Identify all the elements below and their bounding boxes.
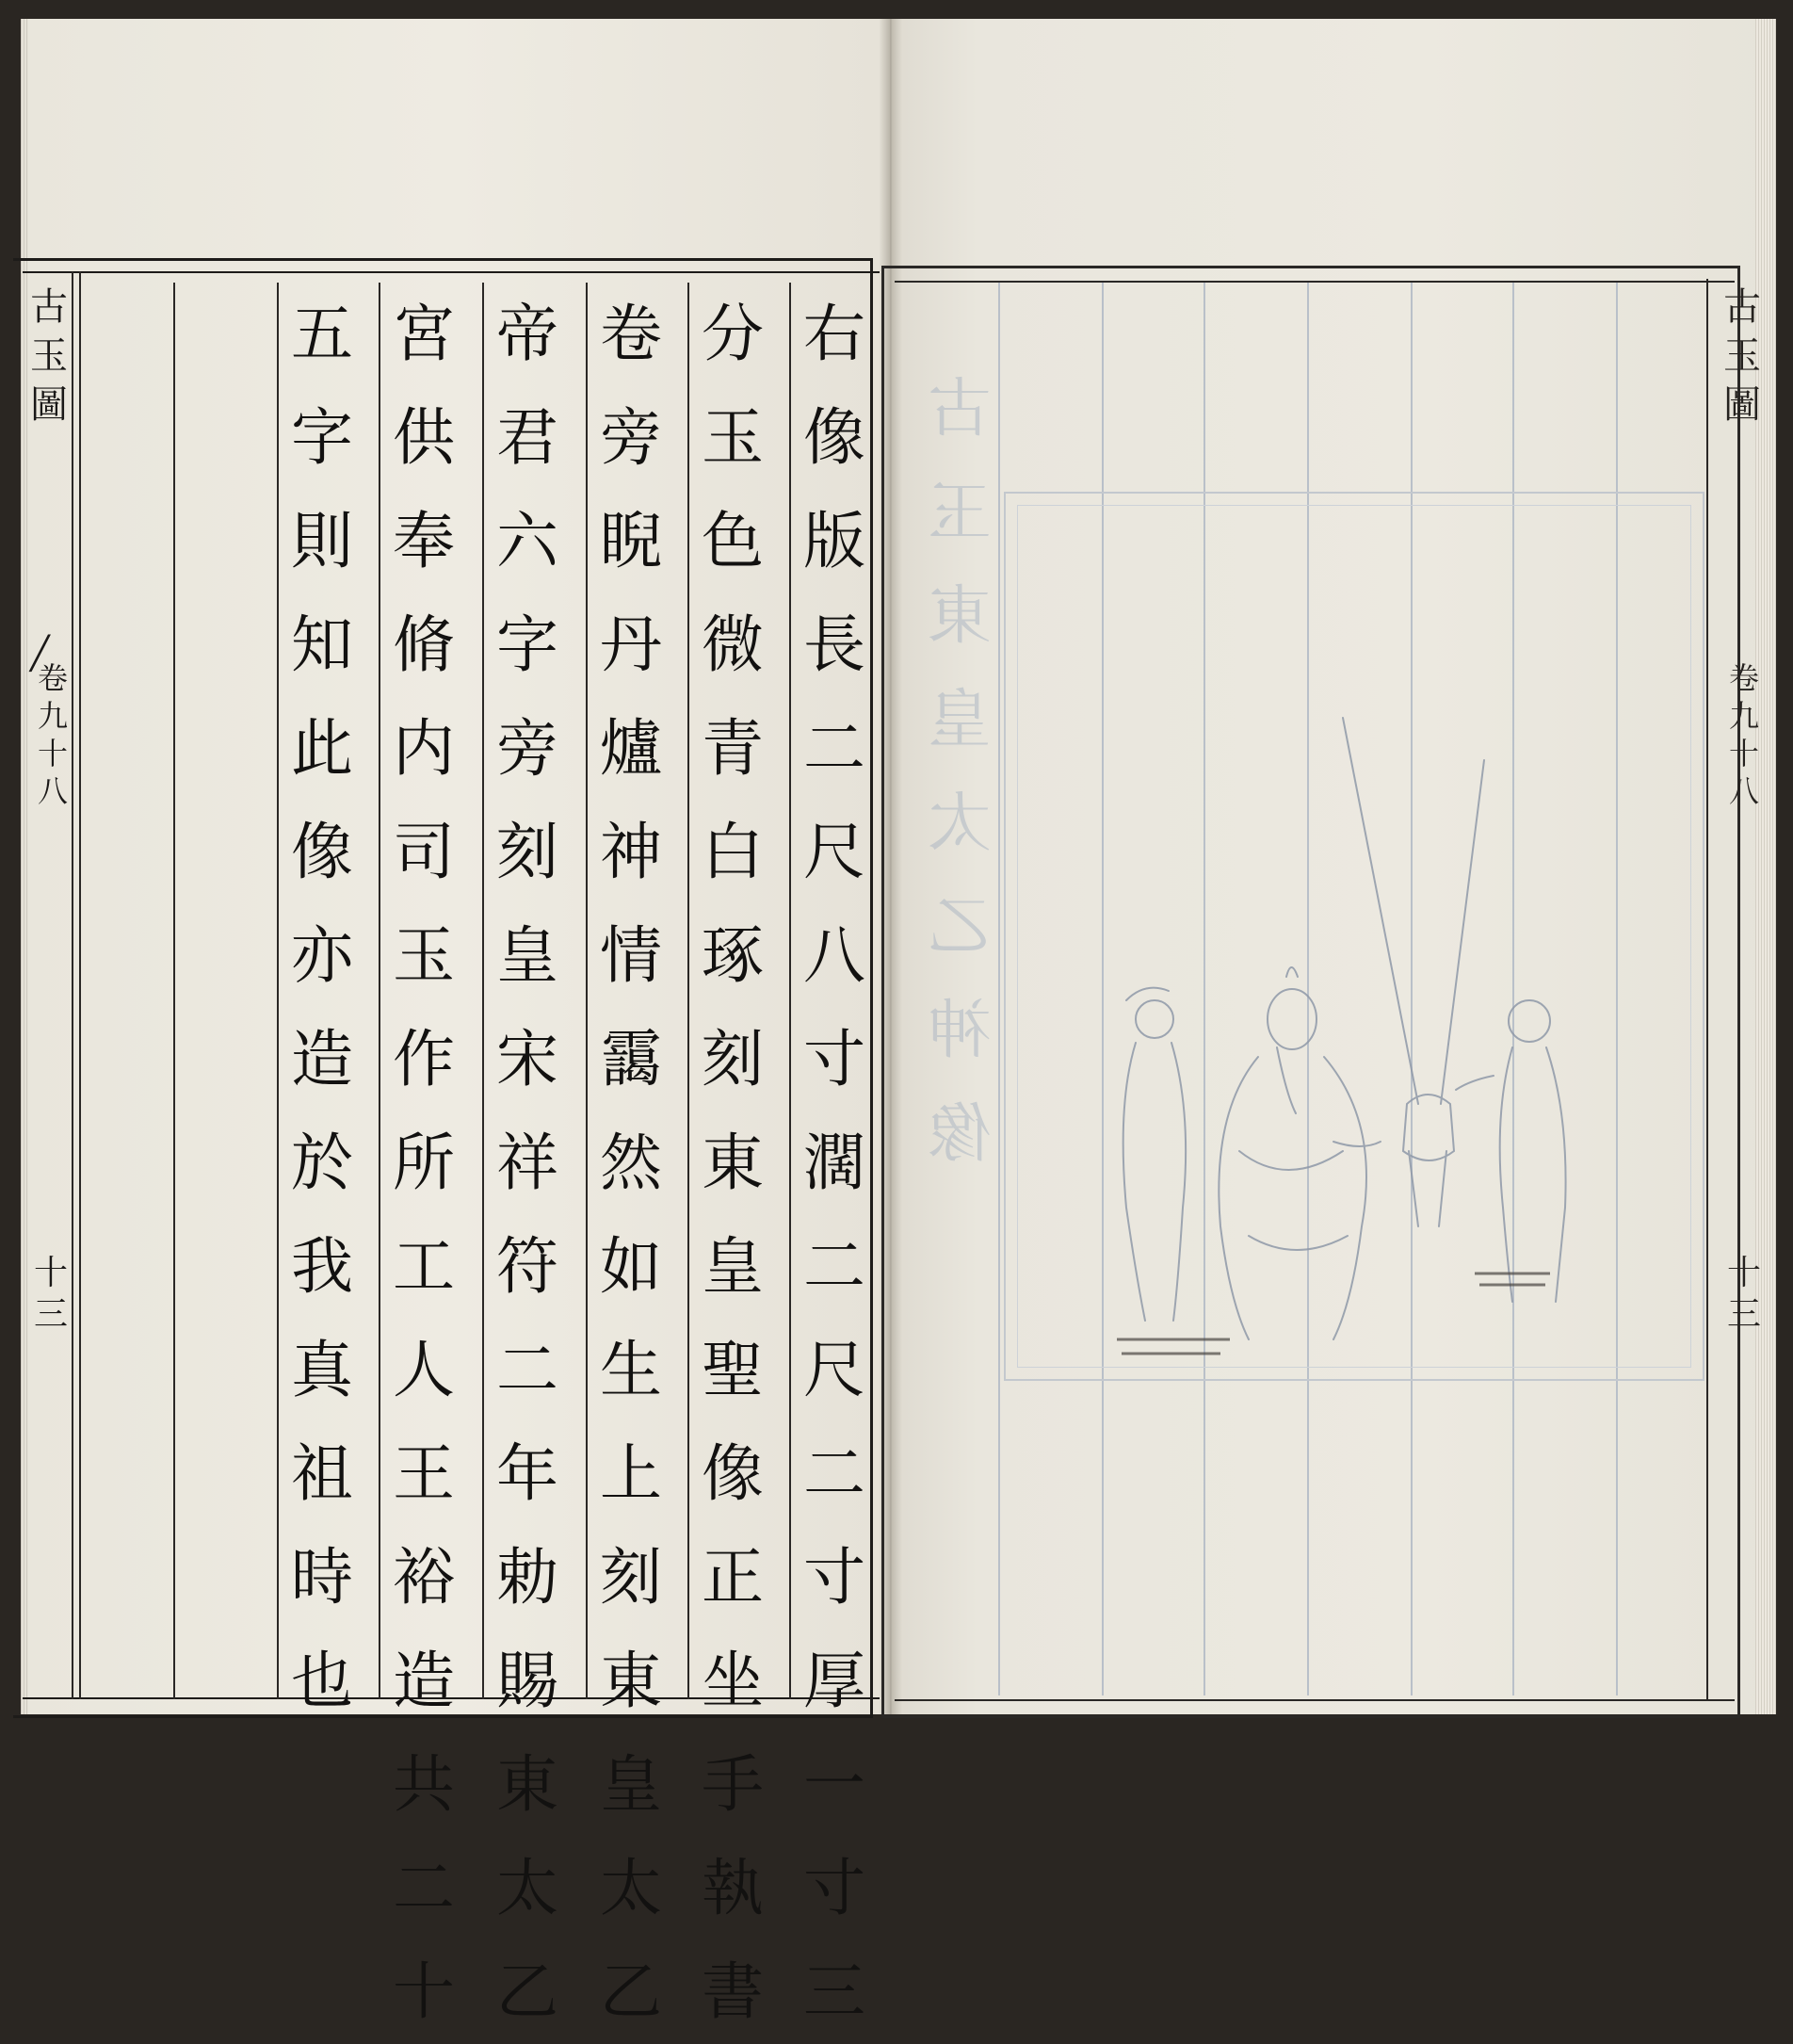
attendant-arm [1456, 1076, 1494, 1090]
glyph: 供 [393, 401, 455, 474]
ground-marks [1475, 1273, 1550, 1285]
left-margin-title [28, 283, 70, 430]
right-fore-edge [1755, 19, 1776, 1714]
text-column-2 [686, 283, 780, 2044]
glyph: 則 [291, 505, 353, 577]
glyph: 版 [803, 505, 865, 577]
margin-glyph: 十 [37, 736, 68, 771]
glyph: 然 [600, 1127, 662, 1199]
glyph: 賜 [496, 1645, 558, 1717]
margin-glyph: 玉 [928, 476, 993, 550]
deity-head [1268, 989, 1316, 1049]
censer-chain-line [1343, 718, 1418, 1104]
margin-glyph: 乙 [928, 890, 993, 965]
margin-line-left-inner [79, 271, 81, 1699]
right-margin-line [1706, 279, 1708, 1699]
glyph: 内 [393, 712, 455, 785]
left-margin-page-number [30, 1253, 72, 1336]
glyph: 太 [600, 1852, 662, 1924]
glyph: 作 [393, 1023, 455, 1095]
deity-arm [1333, 1142, 1381, 1146]
glyph: 造 [393, 1645, 455, 1717]
glyph: 王 [393, 1437, 455, 1510]
glyph: 白 [702, 816, 764, 888]
attendant-head [1136, 1000, 1173, 1038]
glyph: 奉 [393, 505, 455, 577]
glyph: 東 [496, 1748, 558, 1821]
glyph: 靄 [600, 1023, 662, 1095]
text-column-6 [275, 283, 369, 1733]
glyph: 寸 [803, 1023, 865, 1095]
left-top-rule [23, 271, 880, 273]
glyph: 像 [291, 816, 353, 888]
glyph: 亦 [291, 919, 353, 992]
glyph: 真 [291, 1334, 353, 1406]
glyph: 情 [600, 919, 662, 992]
glyph: 十 [393, 1955, 455, 2028]
margin-glyph: 十 [33, 1254, 68, 1292]
glyph: 二 [496, 1334, 558, 1406]
attendant-robe [1500, 1047, 1566, 1302]
margin-glyph: 十 [1726, 1254, 1761, 1292]
glyph: 色 [702, 505, 764, 577]
glyph: 聖 [702, 1334, 764, 1406]
column-rule [173, 283, 175, 1699]
margin-glyph: 像 [928, 1097, 993, 1172]
glyph: 造 [291, 1023, 353, 1095]
glyph: 年 [496, 1437, 558, 1510]
glyph: 祥 [496, 1127, 558, 1199]
glyph: 乙 [496, 1955, 558, 2028]
glyph: 皇 [600, 1748, 662, 1821]
glyph: 一 [803, 1748, 865, 1821]
glyph: 六 [496, 505, 558, 577]
glyph: 坐 [702, 1645, 764, 1717]
margin-glyph: 神 [928, 994, 993, 1068]
margin-glyph: 古 [30, 285, 68, 329]
glyph: 分 [702, 298, 764, 370]
glyph: 尺 [803, 816, 865, 888]
attendant-robe [1123, 1043, 1186, 1321]
right-margin-volume [1725, 659, 1763, 810]
glyph: 字 [496, 608, 558, 681]
margin-glyph: 八 [1728, 773, 1759, 809]
glyph: 旁 [496, 712, 558, 785]
margin-glyph: 三 [33, 1295, 68, 1334]
glyph: 所 [393, 1127, 455, 1199]
glyph: 書 [702, 1955, 764, 2028]
glyph: 睨 [600, 505, 662, 577]
deity-beard [1277, 1047, 1296, 1113]
deity-robe-folds [1239, 1151, 1348, 1250]
glyph: 帝 [496, 298, 558, 370]
glyph: 於 [291, 1127, 353, 1199]
glyph: 刻 [496, 816, 558, 888]
glyph: 正 [702, 1541, 764, 1614]
margin-glyph: 玉 [1723, 334, 1761, 378]
glyph: 卷 [600, 298, 662, 370]
faint-column-rule [998, 283, 1000, 1695]
glyph: 人 [393, 1334, 455, 1406]
glyph: 二 [803, 1437, 865, 1510]
glyph: 二 [803, 1230, 865, 1303]
glyph: 東 [600, 1645, 662, 1717]
glyph: 尺 [803, 1334, 865, 1406]
deity-robe [1219, 1057, 1366, 1339]
deity-topknot [1286, 967, 1298, 977]
glyph: 宋 [496, 1023, 558, 1095]
glyph: 玉 [393, 919, 455, 992]
attendant-hair [1126, 988, 1169, 1000]
glyph: 東 [702, 1127, 764, 1199]
glyph: 丹 [600, 608, 662, 681]
margin-glyph: 玉 [30, 334, 68, 378]
glyph: 太 [496, 1852, 558, 1924]
censer-chain-line [1441, 760, 1484, 1104]
glyph: 皇 [496, 919, 558, 992]
ground-marks [1117, 1339, 1230, 1354]
glyph: 如 [600, 1230, 662, 1303]
glyph: 微 [702, 608, 764, 681]
text-column-5 [377, 283, 471, 2044]
margin-glyph: 九 [37, 698, 68, 734]
glyph: 此 [291, 712, 353, 785]
glyph: 也 [291, 1645, 353, 1717]
margin-glyph: 卷 [1728, 660, 1759, 696]
glyph: 爐 [600, 712, 662, 785]
glyph: 共 [393, 1748, 455, 1821]
glyph: 執 [702, 1852, 764, 1924]
right-top-rule [895, 281, 1735, 283]
glyph: 三 [803, 1955, 865, 2028]
margin-glyph: 八 [37, 773, 68, 809]
glyph: 上 [600, 1437, 662, 1510]
text-column-4 [480, 283, 574, 2044]
glyph: 琢 [702, 919, 764, 992]
glyph: 五 [291, 298, 353, 370]
glyph: 長 [803, 608, 865, 681]
glyph: 手 [702, 1748, 764, 1821]
margin-glyph: 古 [928, 372, 993, 446]
text-column-1 [787, 283, 881, 2044]
glyph: 旁 [600, 401, 662, 474]
margin-glyph: 卷 [37, 660, 68, 696]
glyph: 二 [393, 1852, 455, 1924]
glyph: 脩 [393, 608, 455, 681]
glyph: 厚 [803, 1645, 865, 1717]
glyph: 寸 [803, 1852, 865, 1924]
glyph: 司 [393, 816, 455, 888]
glyph: 時 [291, 1541, 353, 1614]
margin-glyph: 東 [928, 579, 993, 654]
margin-glyph: 太 [928, 787, 993, 861]
glyph: 像 [803, 401, 865, 474]
illustration-drawing [1004, 492, 1701, 1377]
glyph: 像 [702, 1437, 764, 1510]
margin-glyph: 皇 [928, 683, 993, 757]
glyph: 符 [496, 1230, 558, 1303]
glyph: 乙 [600, 1955, 662, 2028]
glyph: 二 [803, 712, 865, 785]
right-margin-title [1721, 283, 1763, 430]
margin-glyph: 古 [1723, 285, 1761, 329]
glyph: 八 [803, 919, 865, 992]
glyph: 勅 [496, 1541, 558, 1614]
glyph: 神 [600, 816, 662, 888]
glyph: 裕 [393, 1541, 455, 1614]
attendant-head [1509, 1000, 1550, 1042]
glyph: 字 [291, 401, 353, 474]
glyph: 右 [803, 298, 865, 370]
right-bottom-rule [895, 1699, 1735, 1701]
glyph: 宮 [393, 298, 455, 370]
glyph: 君 [496, 401, 558, 474]
left-margin-volume [34, 659, 72, 810]
margin-glyph: 圖 [30, 383, 68, 427]
margin-glyph: 十 [1728, 736, 1759, 771]
glyph: 寸 [803, 1541, 865, 1614]
glyph: 生 [600, 1334, 662, 1406]
censer-legs [1409, 1151, 1446, 1226]
right-margin-page-number [1723, 1253, 1765, 1336]
glyph: 濶 [803, 1127, 865, 1199]
margin-glyph: 九 [1728, 698, 1759, 734]
text-column-3 [584, 283, 678, 2044]
glyph: 刻 [702, 1023, 764, 1095]
glyph: 皇 [702, 1230, 764, 1303]
glyph: 工 [393, 1230, 455, 1303]
glyph: 玉 [702, 401, 764, 474]
margin-line-left [72, 271, 73, 1699]
glyph: 知 [291, 608, 353, 681]
margin-glyph: 三 [1726, 1295, 1761, 1334]
ghost-title [928, 358, 992, 1187]
glyph: 我 [291, 1230, 353, 1303]
glyph: 祖 [291, 1437, 353, 1510]
margin-glyph: 圖 [1723, 383, 1761, 427]
glyph: 刻 [600, 1541, 662, 1614]
glyph: 青 [702, 712, 764, 785]
fishtail-mark: ╱ [30, 635, 50, 673]
